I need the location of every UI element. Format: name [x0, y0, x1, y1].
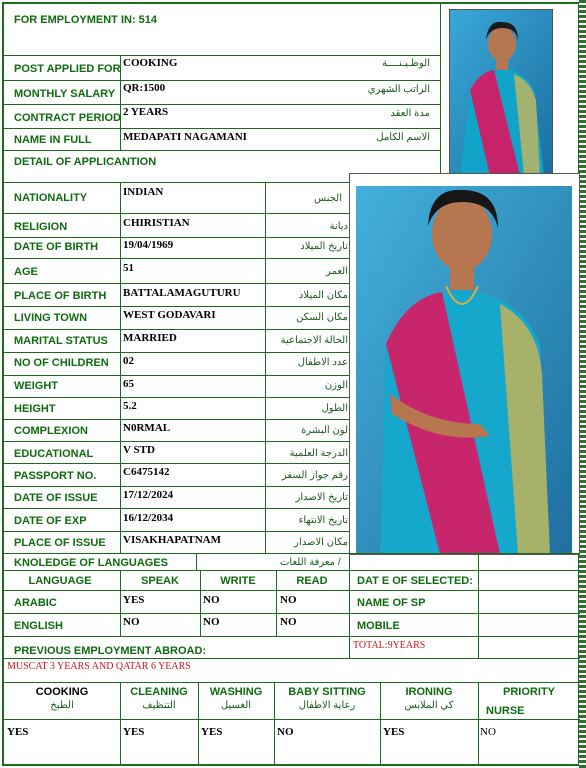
languages-heading: KNOLEDGE OF LANGUAGES [14, 557, 169, 569]
skill-cleaning-value: YES [123, 726, 145, 738]
arabic-write: NO [203, 594, 220, 606]
skill-baby-sitting-value: NO [277, 726, 294, 738]
date-of-issue-arabic: تاريخ الاصدار [295, 492, 348, 503]
applicant-photo-large [349, 173, 580, 555]
weight-arabic: الوزن [324, 380, 348, 391]
marital-status-value: MARRIED [123, 332, 177, 344]
lang-row-arabic: ARABIC [14, 597, 57, 609]
contract-period-arabic: مدة العقد [390, 108, 430, 119]
post-applied-value: COOKING [123, 57, 178, 69]
date-of-exp-label: DATE OF EXP [14, 515, 87, 527]
age-arabic: العمر [326, 266, 348, 277]
educational-label: EDUCATIONAL [14, 448, 94, 460]
lang-col-read: READ [296, 575, 328, 587]
date-of-exp-value: 16/12/2034 [123, 512, 174, 524]
skill-cooking-arabic: الطبخ [50, 700, 74, 711]
skill-cooking-label: COOKING [35, 686, 89, 698]
weight-label: WEIGHT [14, 380, 58, 392]
marital-status-arabic: الحالة الاجتماعية [280, 335, 348, 346]
lang-col-speak: SPEAK [141, 575, 179, 587]
no-of-children-arabic: عدد الاطفال [297, 357, 348, 368]
languages-heading-arabic: معرفة اللغات / [280, 557, 341, 568]
date-of-birth-arabic: تاريخ الميلاد [300, 241, 348, 252]
place-of-issue-value: VISAKHAPATNAM [123, 534, 221, 546]
passport-no-label: PASSPORT NO. [14, 470, 97, 482]
date-of-issue-label: DATE OF ISSUE [14, 492, 98, 504]
name-in-full-value: MEDAPATI NAGAMANI [123, 131, 247, 143]
skill-cleaning-arabic: التنظيف [142, 700, 176, 711]
height-value: 5.2 [123, 400, 137, 412]
previous-employment-value: MUSCAT 3 YEARS AND QATAR 6 YEARS [7, 661, 191, 672]
passport-no-value: C6475142 [123, 466, 170, 478]
post-applied-arabic: الوظـيـنــــة [382, 58, 430, 69]
complexion-arabic: لون البشرة [301, 425, 348, 436]
educational-arabic: الدرجة العلمية [289, 448, 348, 459]
lang-col-write: WRITE [220, 575, 256, 587]
contract-period-label: CONTRACT PERIOD [14, 112, 121, 124]
date-of-issue-value: 17/12/2024 [123, 489, 174, 501]
employment-label: FOR EMPLOYMENT IN: 514 [14, 14, 158, 26]
religion-label: RELIGION [14, 221, 68, 233]
mobile-label: MOBILE [357, 620, 400, 632]
complexion-label: COMPLEXION [14, 425, 88, 437]
skill-priority-value: NO [480, 726, 496, 738]
nationality-arabic: الجنس [313, 193, 342, 204]
chain-border-decoration [579, 0, 586, 768]
no-of-children-label: NO OF CHILDREN [14, 357, 109, 369]
height-label: HEIGHT [14, 403, 56, 415]
skill-priority-label: PRIORITY [503, 686, 555, 698]
living-town-value: WEST GODAVARI [123, 309, 216, 321]
skill-baby-sitting-label: BABY SITTING [288, 686, 366, 698]
place-of-birth-arabic: مكان الميلاد [298, 290, 348, 301]
religion-value: CHIRISTIAN [123, 217, 190, 229]
skill-ironing-value: YES [383, 726, 405, 738]
arabic-read: NO [280, 594, 297, 606]
skill-washing-arabic: الغسيل [220, 700, 252, 711]
marital-status-label: MARITAL STATUS [14, 335, 108, 347]
post-applied-label: POST APPLIED FOR [14, 63, 121, 75]
date-of-selected-label: DAT E OF SELECTED: [357, 575, 473, 587]
no-of-children-value: 02 [123, 355, 134, 367]
monthly-salary-arabic: الراتب الشهري [367, 84, 430, 95]
age-label: AGE [14, 266, 38, 278]
name-of-sp-label: NAME OF SP [357, 597, 426, 609]
height-arabic: الطول [321, 403, 348, 414]
nationality-value: INDIAN [123, 186, 164, 198]
skill-cleaning-label: CLEANING [130, 686, 188, 698]
previous-employment-label: PREVIOUS EMPLOYMENT ABROAD: [14, 645, 207, 657]
educational-value: V STD [123, 444, 155, 456]
detail-heading: DETAIL OF APPLICANTION [14, 156, 157, 168]
place-of-issue-arabic: مكان الاصدار [294, 537, 348, 548]
skill-baby-sitting-arabic: رعاية الاطفال [298, 700, 356, 711]
complexion-value: N0RMAL [123, 422, 171, 434]
date-of-birth-value: 19/04/1969 [123, 239, 174, 251]
name-in-full-label: NAME IN FULL [14, 134, 92, 146]
arabic-speak: YES [123, 594, 145, 606]
lang-col-language: LANGUAGE [28, 575, 92, 587]
living-town-label: LIVING TOWN [14, 312, 88, 324]
name-in-full-arabic: الاسم الكامل [376, 132, 430, 143]
place-of-issue-label: PLACE OF ISSUE [14, 537, 106, 549]
applicant-photo-small [449, 9, 553, 175]
skill-priority-nurse: NURSE [486, 705, 525, 717]
weight-value: 65 [123, 378, 134, 390]
living-town-arabic: مكان السكن [296, 312, 348, 323]
place-of-birth-value: BATTALAMAGUTURU [123, 287, 241, 299]
monthly-salary-label: MONTHLY SALARY [14, 88, 116, 100]
religion-arabic: ديانة [329, 221, 348, 232]
english-speak: NO [123, 616, 140, 628]
skill-ironing-label: IRONING [405, 686, 453, 698]
place-of-birth-label: PLACE OF BIRTH [14, 290, 107, 302]
english-write: NO [203, 616, 220, 628]
date-of-exp-arabic: تاريخ الانتهاء [298, 515, 348, 526]
nationality-label: NATIONALITY [14, 192, 88, 204]
english-read: NO [280, 616, 297, 628]
passport-no-arabic: رقم جواز السفر [281, 470, 348, 481]
skill-washing-label: WASHING [209, 686, 263, 698]
age-value: 51 [123, 262, 134, 274]
skill-cooking-value: YES [7, 726, 29, 738]
contract-period-value: 2 YEARS [123, 106, 169, 118]
date-of-birth-label: DATE OF BIRTH [14, 241, 99, 253]
monthly-salary-value: QR:1500 [123, 82, 166, 94]
skill-ironing-arabic: كي الملابس [404, 700, 454, 711]
total-years: TOTAL:9YEARS [353, 640, 426, 651]
skill-washing-value: YES [201, 726, 223, 738]
lang-row-english: ENGLISH [14, 620, 63, 632]
